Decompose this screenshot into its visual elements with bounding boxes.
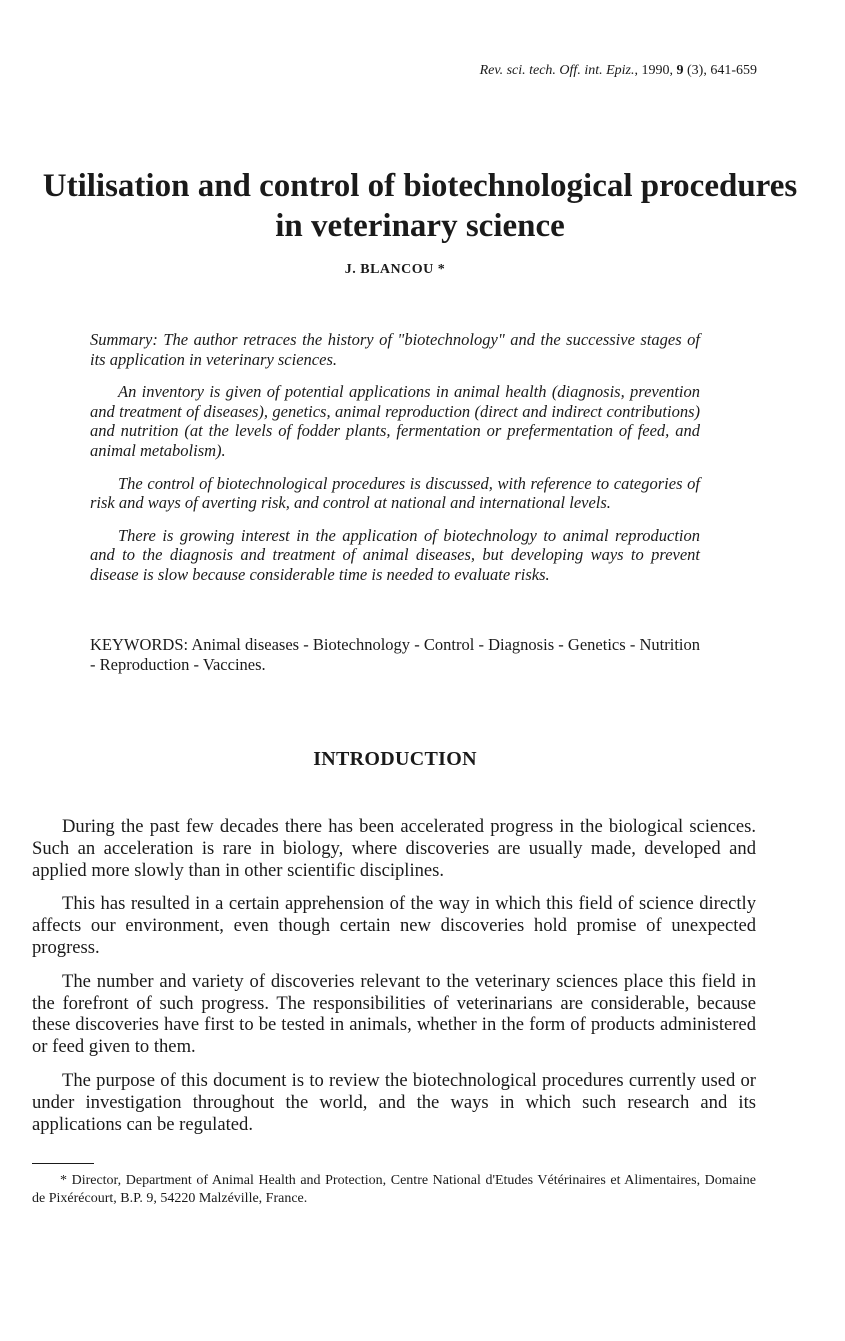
abstract-paragraph: An inventory is given of potential applications in animal health (diagnosis, prevention and treatment of diseases), genetics, animal reproduction (direct and indirect contributions) and nutrition (at the levels of fodder plants, fermentation or prefermentation of feed, and animal metabolism).	[90, 382, 700, 460]
citation-rest: (3), 641-659	[683, 63, 757, 78]
journal-citation	[480, 63, 757, 79]
article-title: Utilisation and control of biotechnological procedures in veterinary science	[42, 168, 798, 244]
citation-volume: 9	[676, 63, 684, 78]
keywords: KEYWORDS: Animal diseases - Biotechnology - Control - Diagnosis - Genetics - Nutrition - Reproduction - Vaccines.	[90, 635, 700, 674]
abstract-summary: Summary: The author retraces the history of "biotechnology" and the successive stages of its application in veterinary sciences.	[90, 330, 700, 369]
body-paragraph: During the past few decades there has been accelerated progress in the biological sciences. Such an acceleration is rare in biology, where discoveries are usually made, developed and applied more slowly than in other scientific disciplines.	[32, 816, 756, 881]
citation-year: , 1990,	[634, 63, 677, 78]
body-paragraph: The purpose of this document is to review the biotechnological procedures currently used or under investigation throughout the world, and the ways in which such research and its applications can be regulated.	[32, 1069, 756, 1135]
body-paragraph: The number and variety of discoveries relevant to the veterinary sciences place this field in the forefront of such progress. The responsibilities of veterinarians are considerable, because these discoveries have first to be tested in animals, whether in the form of products administered or feed given to them.	[32, 970, 756, 1058]
body-paragraph: This has resulted in a certain apprehension of the way in which this field of science directly affects our environment, even though certain new discoveries hold promise of unexpected progress.	[32, 893, 756, 958]
footnote-divider	[32, 1163, 94, 1164]
article-author: J. BLANCOU *	[344, 262, 446, 277]
abstract-paragraph: There is growing interest in the application of biotechnology to animal reproduction and to the diagnosis and treatment of animal diseases, but developing ways to prevent disease is slow because considerable time is needed to evaluate risks.	[90, 525, 700, 584]
section-heading-introduction: INTRODUCTION	[313, 748, 477, 770]
abstract	[90, 330, 700, 598]
author-footnote: * Director, Department of Animal Health and Protection, Centre National d'Etudes Vétérinaires et Alimentaires, Domaine de Pixérécourt, B.P. 9, 54220 Malzéville, France.	[32, 1173, 756, 1206]
abstract-paragraph: The control of biotechnological procedures is discussed, with reference to categories of risk and ways of averting risk, and control at national and international levels.	[90, 473, 700, 513]
introduction-body	[32, 816, 756, 1147]
citation-journal: Rev. sci. tech. Off. int. Epiz.	[479, 63, 635, 78]
